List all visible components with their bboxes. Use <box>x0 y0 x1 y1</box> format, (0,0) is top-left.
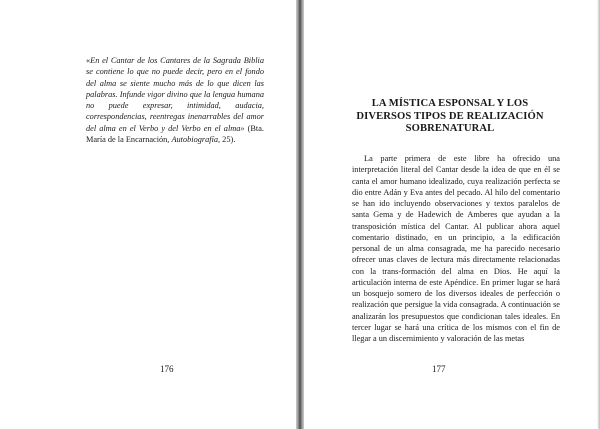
epigraph <box>86 55 264 145</box>
epigraph-attribution-end: , 25). <box>218 135 236 145</box>
epigraph-open-quote: « <box>86 56 91 65</box>
book-gutter <box>296 0 304 429</box>
epigraph-work: Autobiografía <box>171 135 219 145</box>
body-text: La parte primera de este libre ha ofrecido una interpretación literal del Cantar desde la idea de que en él se canta el amor humano idealizado, cuya realización perfecta se dio entre Adán y Eva antes del pecado. Al hilo del comentario se han ido incluyendo observaciones y textos paralelos de santa Gema y de Hadewich de Amberes que ayudan a la transposición mística del Cantar. Al publicar ahora aquel comentario distinado, en un principio, a la edificación personal de un alma consagrada, me ha parecido necesario ofrecer unas claves de lectura más directamente relacionadas con la trans-formación del alma en Dios. He aquí la articulación interna de este Apéndice. En primer lugar se hará un bosquejo somero de los diversos ideales de perfección o realización que persigue la vida consagrada. A continuación se analizarán los presupuestos que condicionan tales ideales. En tercer lugar se hará una crítica de los mismos con el fin de llegar a un discernimiento y valoración de las metas <box>352 154 560 343</box>
right-page <box>304 0 600 429</box>
page-number-right: 177 <box>432 364 446 374</box>
left-page <box>0 0 296 429</box>
epigraph-attribution-start: (Bta. María de la Encarnación, <box>86 123 264 145</box>
epigraph-quote: En el Cantar de los Cantares de la Sagrada Biblia se contiene lo que no puede decir, pero en el fondo del alma se siente mucho más de lo que dicen las palabras. Infunde vigor divino que la lengua humana no puede expresar, intimidad, audacia, correspondencias, reentregas inenarrables del amor del alma en el Verbo y del Verbo en el alma» <box>86 56 264 133</box>
chapter-title: LA MÍSTICA ESPONSAL Y LOS DIVERSOS TIPOS DE REALIZACIÓN SOBRENATURAL <box>356 98 544 135</box>
page-number-left: 176 <box>160 364 174 374</box>
